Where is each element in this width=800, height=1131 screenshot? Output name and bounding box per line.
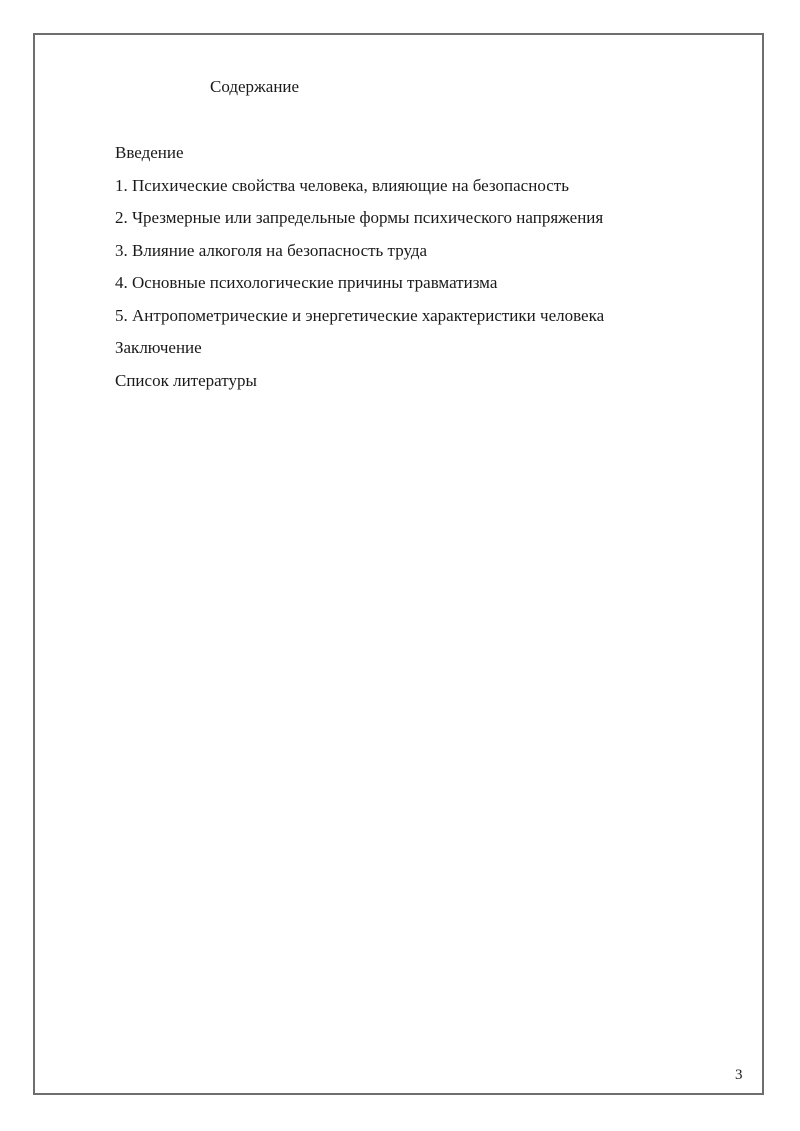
- table-of-contents: [115, 143, 604, 403]
- toc-item-introduction: Введение: [115, 143, 184, 162]
- toc-item-references: Список литературы: [115, 370, 257, 390]
- toc-item-chapter-1: 1. Психические свойства человека, влияющие на безопасность: [115, 175, 569, 195]
- toc-item-chapter-5: 5. Антропометрические и энергетические характеристики человека: [115, 305, 605, 325]
- toc-item-chapter-4: 4. Основные психологические причины травматизма: [115, 273, 498, 292]
- page-number: 3: [735, 1067, 743, 1083]
- toc-item-chapter-3: 3. Влияние алкоголя на безопасность труда: [115, 240, 428, 260]
- toc-item-chapter-2: 2. Чрезмерные или запредельные формы психического напряжения: [115, 208, 604, 227]
- toc-heading: Содержание: [210, 77, 300, 96]
- toc-item-conclusion: Заключение: [115, 338, 202, 357]
